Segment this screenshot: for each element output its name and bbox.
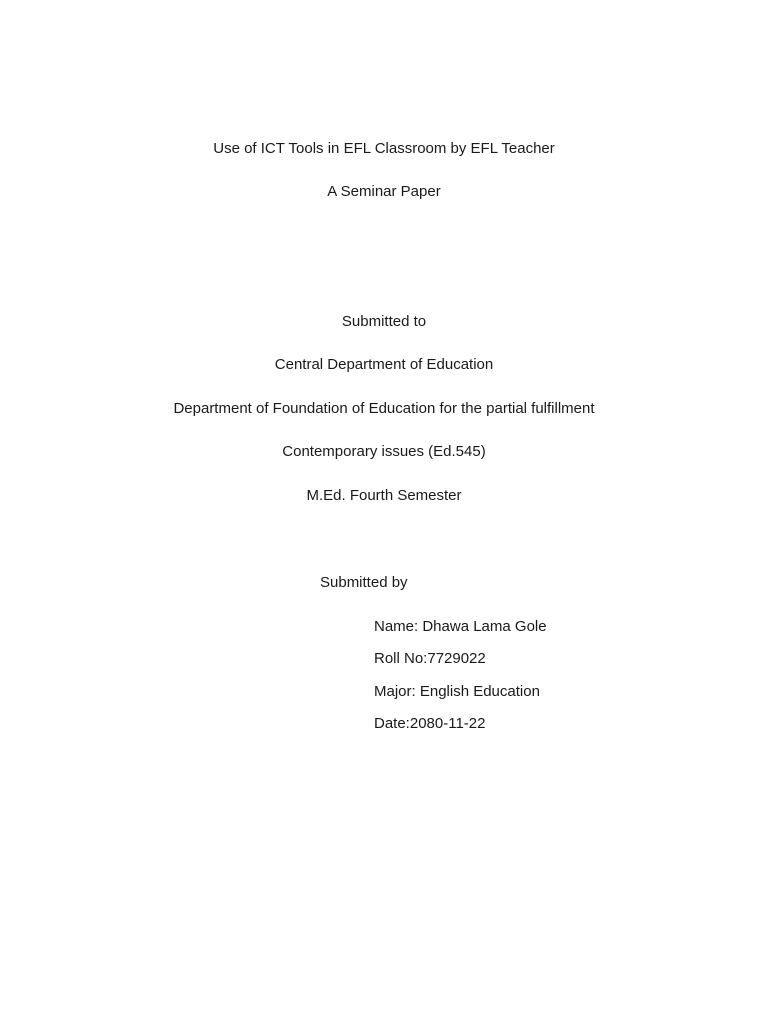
course-name: Contemporary issues (Ed.545) bbox=[282, 443, 486, 460]
paper-title: Use of ICT Tools in EFL Classroom by EFL Teacher bbox=[213, 140, 555, 157]
submitted-by-label: Submitted by bbox=[320, 574, 408, 591]
author-name: Name: Dhawa Lama Gole bbox=[374, 618, 547, 635]
institution-name: Central Department of Education bbox=[274, 356, 494, 373]
submitted-to-label: Submitted to bbox=[341, 313, 427, 330]
paper-subtitle: A Seminar Paper bbox=[327, 183, 441, 200]
roll-number: Roll No:7729022 bbox=[374, 650, 486, 667]
semester-name: M.Ed. Fourth Semester bbox=[306, 487, 462, 504]
major-subject: Major: English Education bbox=[374, 683, 540, 700]
submission-date: Date:2080-11-22 bbox=[374, 715, 486, 732]
department-name: Department of Foundation of Education for the partial fulfillment bbox=[173, 400, 595, 417]
